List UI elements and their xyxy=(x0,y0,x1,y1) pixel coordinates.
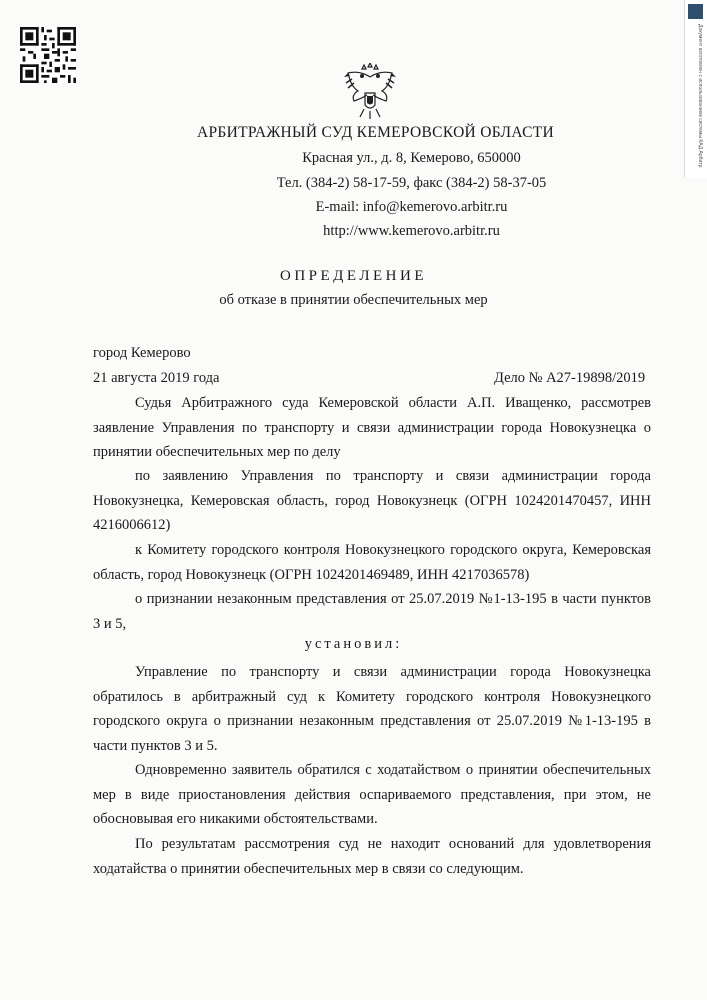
court-address: Красная ул., д. 8, Кемерово, 650000 xyxy=(302,150,521,166)
court-email: E-mail: info@kemerovo.arbitr.ru xyxy=(315,199,508,215)
paragraph-applicant-text: по заявлению Управления по транспорту и связи администрации города Новокузнецка, Кемеровская область, город Новокузнецк (ОГРН 1024201470457, ИНН 4216006612) xyxy=(93,468,651,533)
case-number: Дело № А27-19898/2019 xyxy=(494,370,646,386)
paragraph-applicant xyxy=(93,464,651,538)
document-title: ОПРЕДЕЛЕНИЕ xyxy=(279,268,428,284)
paragraph-subject xyxy=(93,587,651,636)
kad-logo-icon xyxy=(688,4,703,19)
side-note: Документ изготовлен с использованием системы КАД Арбитр xyxy=(697,24,703,168)
paragraph-respondent-text: к Комитету городского контроля Новокузнецкого городского округа, Кемеровская область, город Новокузнецк (ОГРН 1024201469489, ИНН 4217036578) xyxy=(93,542,651,583)
paragraph-subject-text: о признании незаконным представления от 25.07.2019 №1-13-195 в части пунктов 3 и 5, xyxy=(93,591,651,632)
paragraph-respondent xyxy=(93,538,651,587)
qr-code-icon xyxy=(20,27,76,83)
paragraph-result-text: По результатам рассмотрения суд не находит оснований для удовлетворения ходатайства о принятии обеспечительных мер в связи со следующим. xyxy=(93,836,651,877)
court-name: АРБИТРАЖНЫЙ СУД КЕМЕРОВСКОЙ ОБЛАСТИ xyxy=(197,124,554,141)
paragraph-claim-text: Управление по транспорту и связи администрации города Новокузнецка обратилось в арбитражный суд к Комитету городского контроля Новокузнецкого городского округа о признании незаконным представления от 25.07.2019 №1-13-195 в части пунктов 3 и 5. xyxy=(93,664,651,754)
paragraph-intro-text: Судья Арбитражного суда Кемеровской области А.П. Иващенко, рассмотрев заявление Управления по транспорту и связи администрации города Новокузнецка о принятии обеспечительных мер по делу xyxy=(93,395,651,460)
paragraph-motion-text: Одновременно заявитель обратился с ходатайством о принятии обеспечительных мер в виде приостановления действия оспариваемого представления, при этом, не обосновывая его никакими обстоятельствами. xyxy=(93,762,651,827)
coat-of-arms-icon xyxy=(340,63,400,121)
established-heading: установил: xyxy=(304,636,403,652)
paragraph-intro xyxy=(93,391,651,465)
court-phone: Тел. (384-2) 58-17-59, факс (384-2) 58-37-05 xyxy=(276,175,547,191)
court-website: http://www.kemerovo.arbitr.ru xyxy=(323,223,500,239)
paragraph-claim xyxy=(93,660,651,758)
document-subtitle: об отказе в принятии обеспечительных мер xyxy=(219,292,488,308)
city: город Кемерово xyxy=(93,345,191,361)
paragraph-result xyxy=(93,832,651,881)
date: 21 августа 2019 года xyxy=(93,370,220,386)
paragraph-motion xyxy=(93,758,651,832)
